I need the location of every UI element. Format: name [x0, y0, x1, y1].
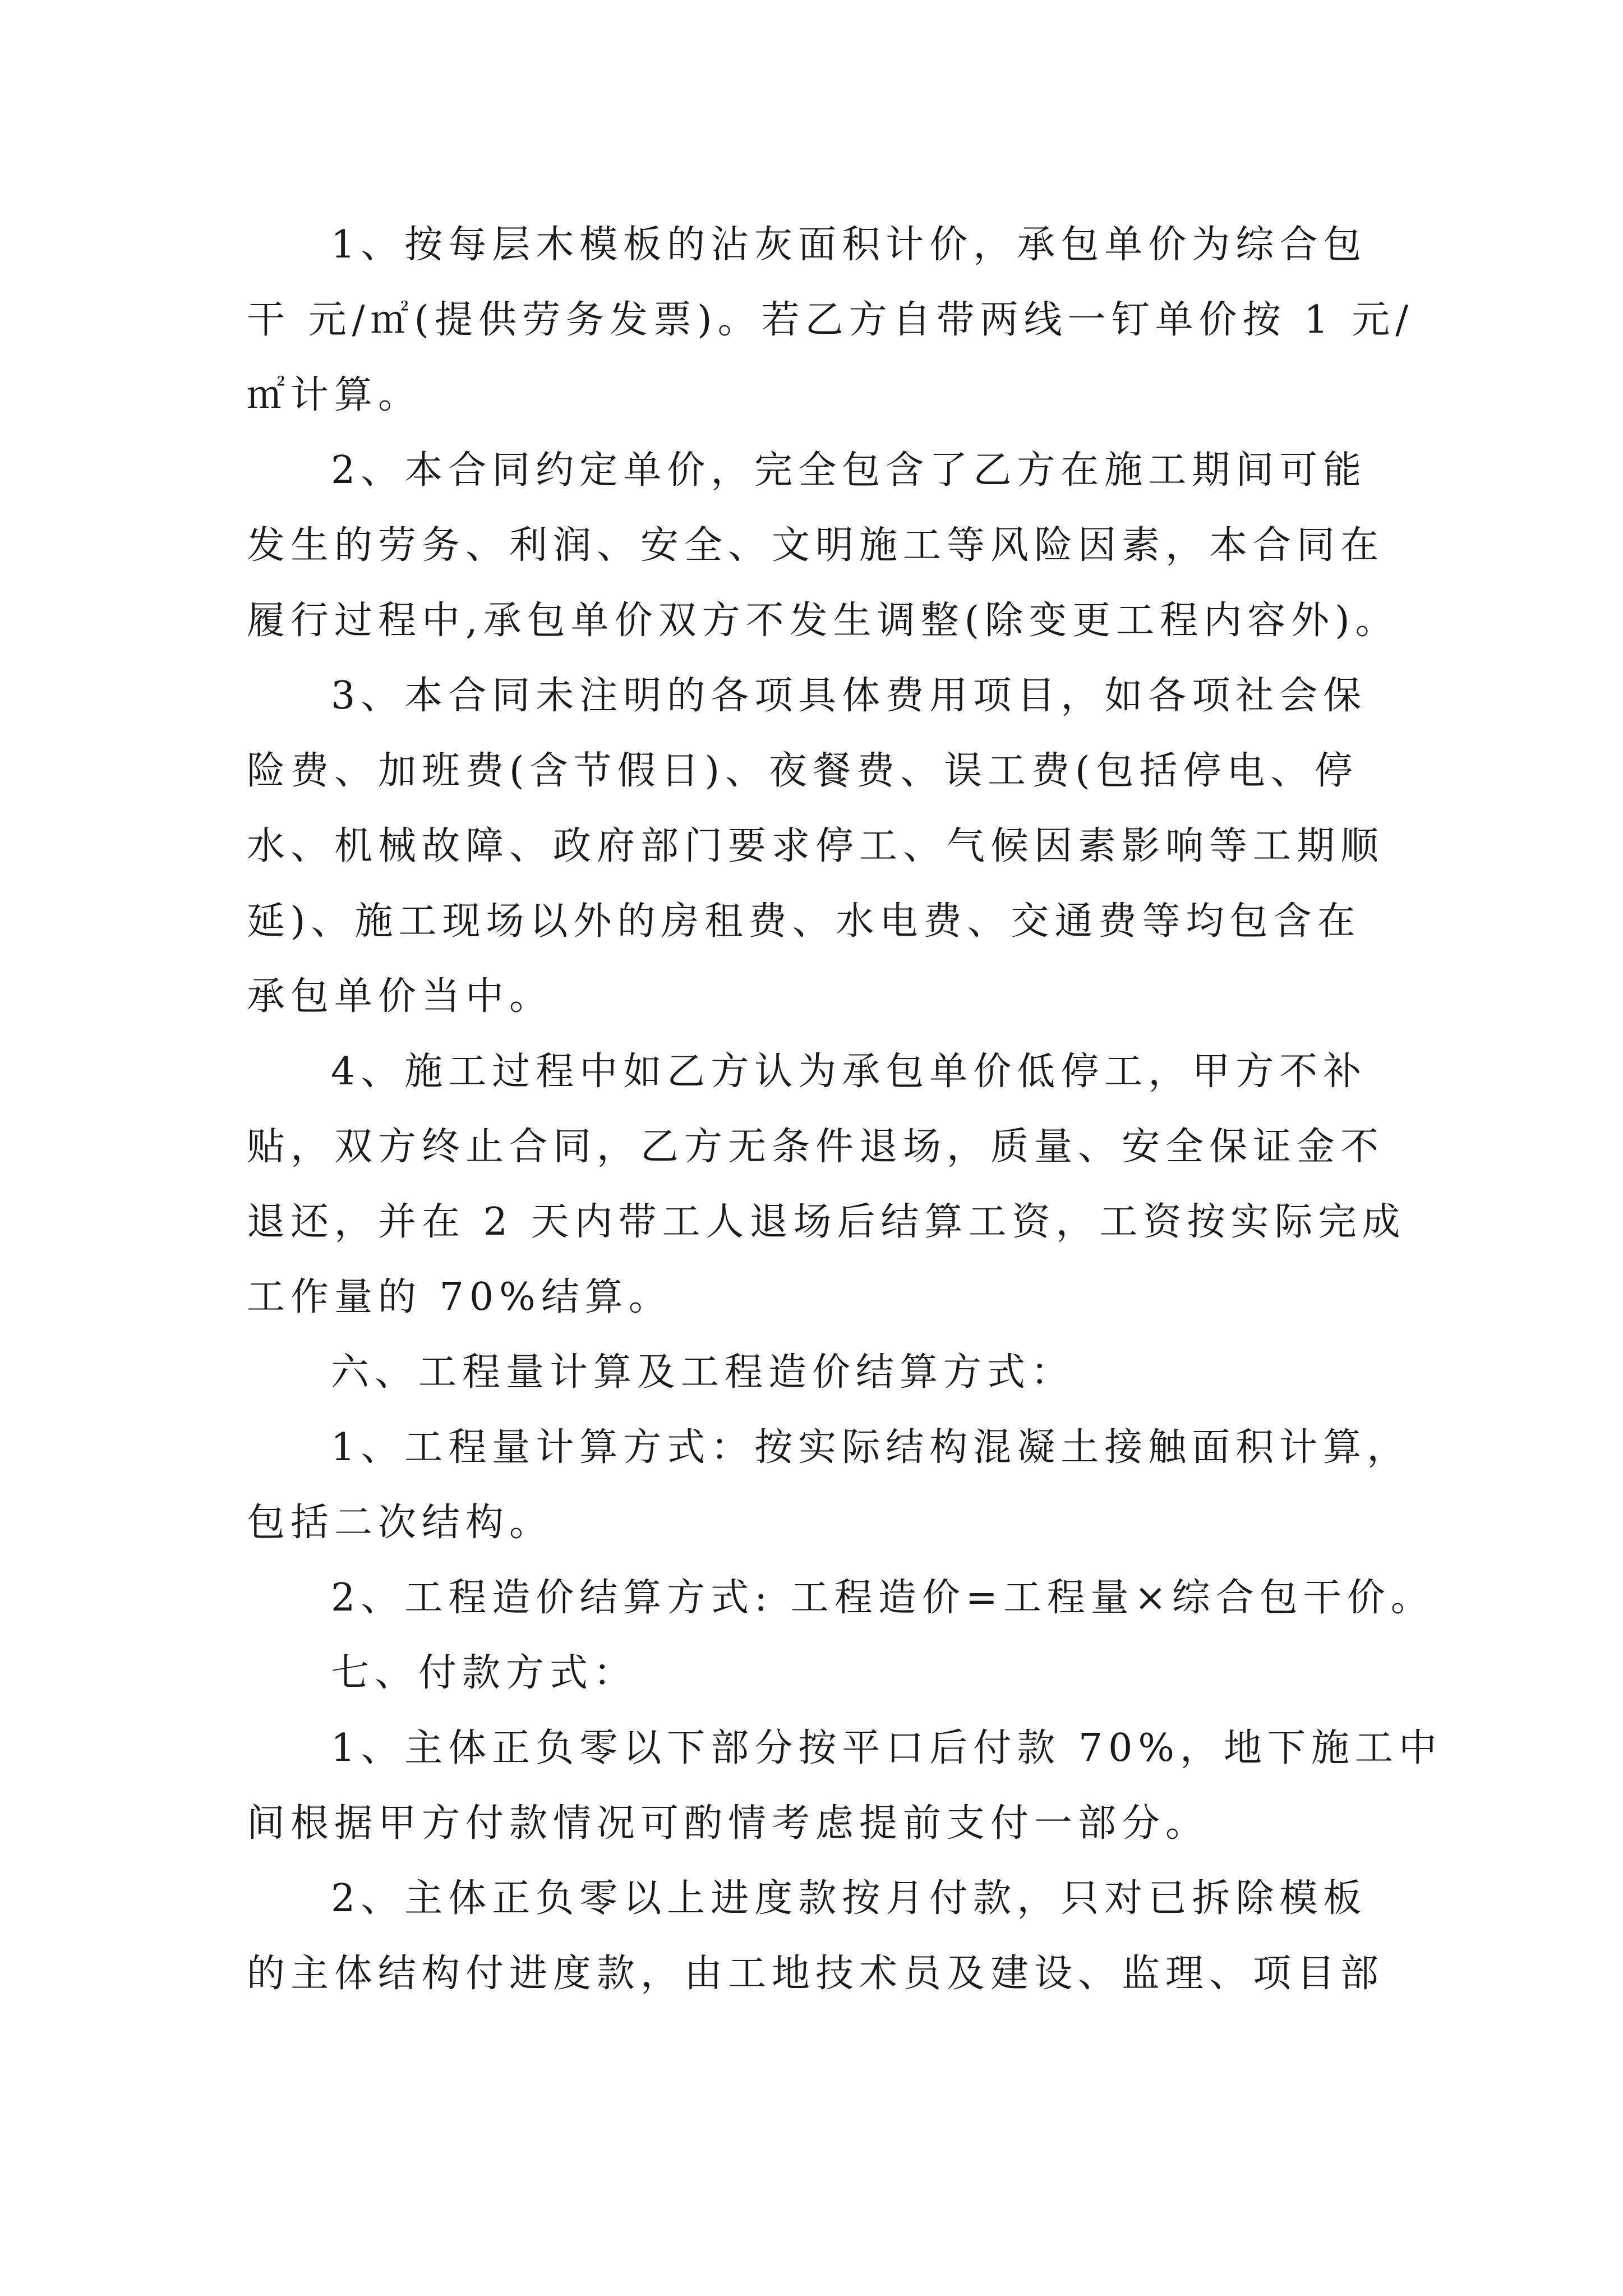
section-heading-six — [247, 1335, 1396, 1410]
paragraph — [247, 1861, 1396, 2012]
text-line: 1、主体正负零以下部分按平口后付款 70%，地下施工中 — [331, 1726, 1443, 1770]
text-line: ㎡计算。 — [247, 373, 422, 417]
text-line: 4、施工过程中如乙方认为承包单价低停工，甲方不补 — [331, 1050, 1367, 1094]
text-line: 延)、施工现场以外的房租费、水电费、交通费等均包含在 — [247, 899, 1361, 944]
paragraph — [247, 1711, 1443, 1861]
text-line: 发生的劳务、利润、安全、文明施工等风险因素，本合同在 — [247, 523, 1385, 568]
text-line: 3、本合同未注明的各项具体费用项目，如各项社会保 — [331, 674, 1367, 718]
text-line: 工作量的 70%结算。 — [247, 1275, 672, 1319]
text-line: 履行过程中,承包单价双方不发生调整(除变更工程内容外)。 — [247, 599, 1399, 643]
paragraph — [247, 433, 1399, 659]
text-line: 退还，并在 2 天内带工人退场后结算工资，工资按实际完成 — [247, 1200, 1406, 1244]
text-line: 六、工程量计算及工程造价结算方式： — [331, 1350, 1075, 1395]
section-heading-seven — [247, 1636, 1396, 1711]
paragraph — [247, 659, 1396, 1034]
paragraph — [247, 1410, 1411, 1561]
text-line: 七、付款方式： — [331, 1651, 638, 1695]
document-page — [247, 208, 1443, 2012]
text-line: 2、主体正负零以上进度款按月付款，只对已拆除模板 — [331, 1876, 1367, 1921]
paragraph — [247, 208, 1414, 433]
text-line: 贴，双方终止合同，乙方无条件退场，质量、安全保证金不 — [247, 1125, 1385, 1169]
text-line: 水、机械故障、政府部门要求停工、气候因素影响等工期顺 — [247, 824, 1385, 868]
text-line: 1、工程量计算方式：按实际结构混凝土接触面积计算， — [331, 1425, 1411, 1470]
text-line: 2、工程造价结算方式: 工程造价=工程量×综合包干价。 — [331, 1576, 1435, 1620]
text-line: 的主体结构付进度款，由工地技术员及建设、监理、项目部 — [247, 1952, 1385, 1996]
text-line: 干 元/㎡(提供劳务发票)。若乙方自带两线一钉单价按 1 元/ — [247, 298, 1414, 342]
paragraph — [247, 1034, 1406, 1335]
text-line: 险费、加班费(含节假日)、夜餐费、误工费(包括停电、停 — [247, 749, 1358, 793]
paragraph — [247, 1561, 1435, 1636]
text-line: 包括二次结构。 — [247, 1501, 554, 1545]
text-line: 间根据甲方付款情况可酌情考虑提前支付一部分。 — [247, 1801, 1210, 1846]
text-line: 承包单价当中。 — [247, 974, 554, 1019]
text-line: 1、按每层木模板的沾灰面积计价，承包单价为综合包 — [331, 223, 1367, 267]
text-line: 2、本合同约定单价，完全包含了乙方在施工期间可能 — [331, 448, 1367, 493]
